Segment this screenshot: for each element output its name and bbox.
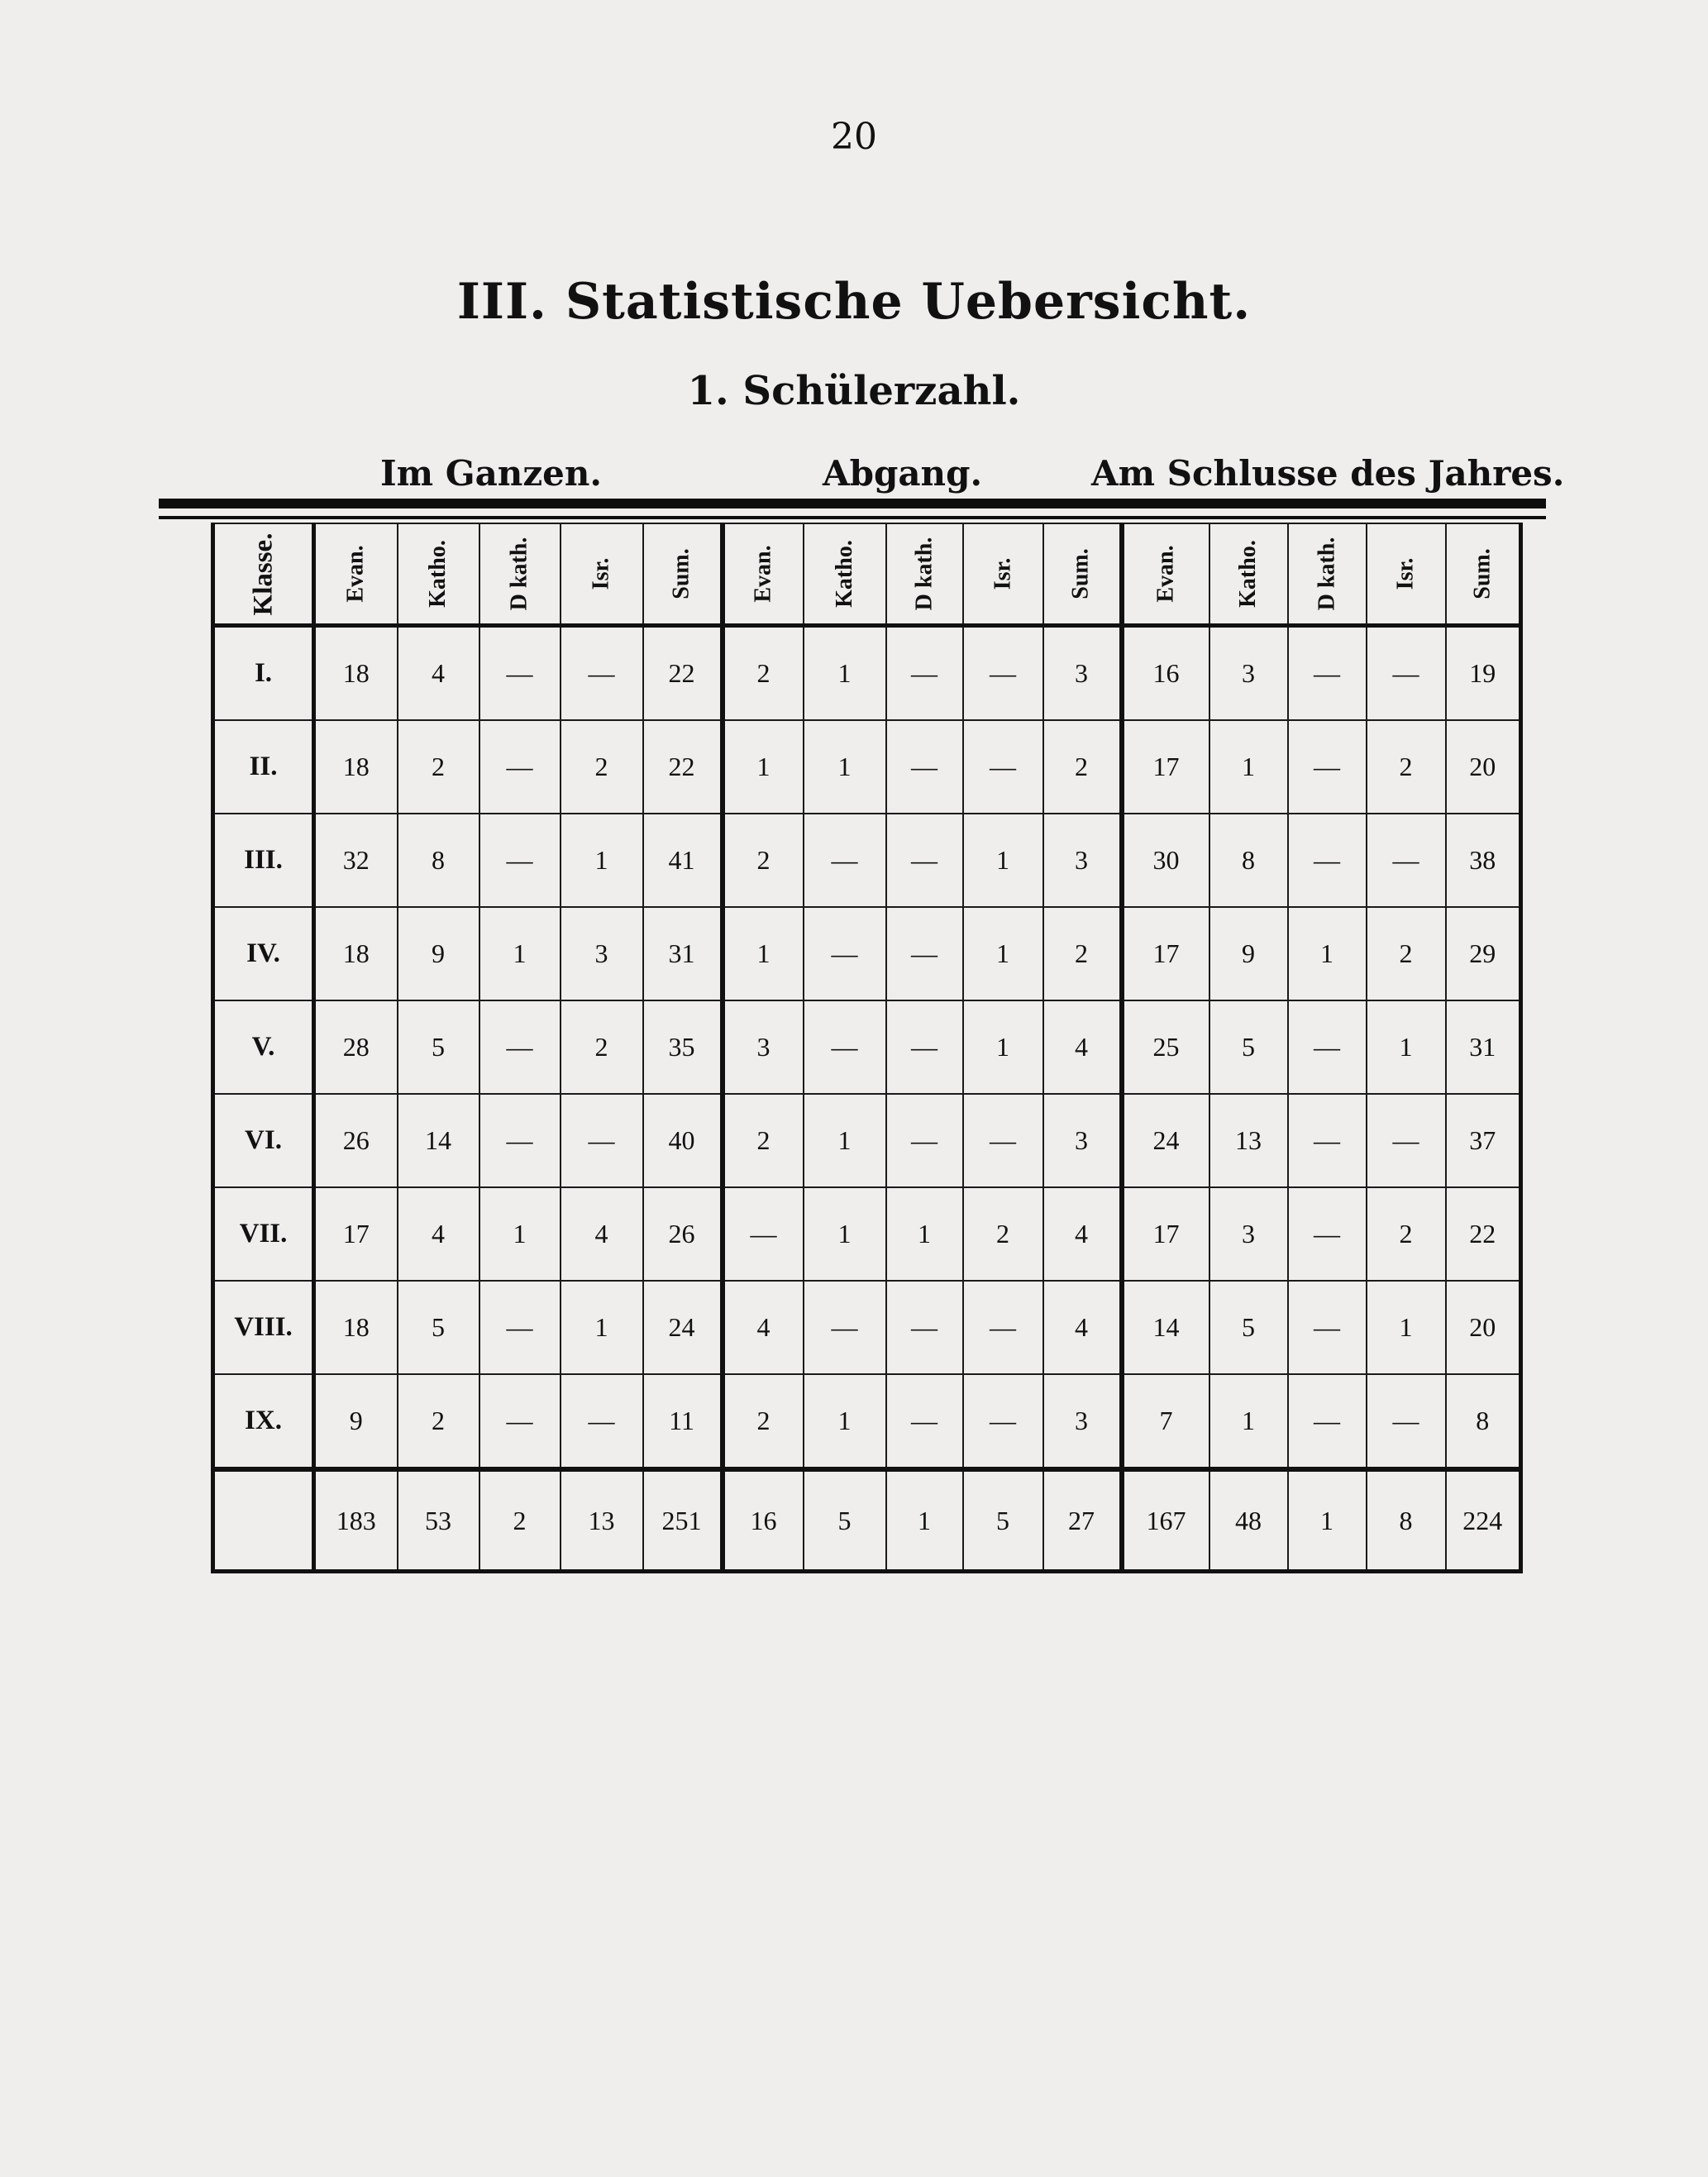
cell-abgang-evan: 3 [723, 1000, 804, 1094]
total-schluss-dkath: 1 [1288, 1469, 1367, 1572]
table-row [213, 1000, 1521, 1094]
cell-abgang-dkath: — [886, 1281, 963, 1374]
header-ganz-evan: Evan. [314, 523, 398, 626]
cell-abgang-sum: 4 [1043, 1281, 1122, 1374]
cell-ganz-dkath: 1 [479, 907, 561, 1000]
cell-abgang-sum: 2 [1043, 720, 1122, 814]
cell-abgang-isr: — [963, 626, 1043, 721]
cell-abgang-sum: 4 [1043, 1000, 1122, 1094]
cell-ganz-sum: 24 [643, 1281, 723, 1374]
cell-schluss-katho: 5 [1209, 1281, 1288, 1374]
header-abgang-katho: Katho. [804, 523, 886, 626]
cell-schluss-dkath: — [1288, 1281, 1367, 1374]
cell-abgang-isr: — [963, 1281, 1043, 1374]
cell-abgang-evan: 1 [723, 907, 804, 1000]
cell-ganz-evan: 18 [314, 720, 398, 814]
cell-ganz-isr: — [561, 626, 643, 721]
cell-ganz-dkath: — [479, 626, 561, 721]
total-abgang-evan: 16 [723, 1469, 804, 1572]
cell-abgang-sum: 3 [1043, 626, 1122, 721]
cell-schluss-isr: — [1367, 814, 1446, 907]
cell-abgang-dkath: 1 [886, 1187, 963, 1281]
cell-ganz-isr: 4 [561, 1187, 643, 1281]
cell-ganz-evan: 28 [314, 1000, 398, 1094]
cell-ganz-sum: 22 [643, 720, 723, 814]
header-row [213, 523, 1521, 626]
cell-schluss-katho: 8 [1209, 814, 1288, 907]
cell-schluss-dkath: 1 [1288, 907, 1367, 1000]
cell-abgang-isr: 1 [963, 1000, 1043, 1094]
cell-schluss-katho: 1 [1209, 720, 1288, 814]
cell-ganz-katho: 4 [398, 1187, 479, 1281]
cell-abgang-sum: 3 [1043, 814, 1122, 907]
cell-schluss-isr: 2 [1367, 1187, 1446, 1281]
table-row [213, 1374, 1521, 1469]
cell-schluss-dkath: — [1288, 814, 1367, 907]
cell-abgang-katho: — [804, 814, 886, 907]
cell-abgang-isr: 2 [963, 1187, 1043, 1281]
cell-ganz-katho: 5 [398, 1281, 479, 1374]
header-ganz-sum: Sum. [643, 523, 723, 626]
cell-schluss-isr: — [1367, 1374, 1446, 1469]
table-row [213, 626, 1521, 721]
cell-ganz-sum: 40 [643, 1094, 723, 1187]
row-klasse: VIII. [213, 1281, 314, 1374]
table-top-rule [159, 499, 1546, 508]
header-schluss-isr: Isr. [1367, 523, 1446, 626]
group-label-abgang: Abgang. [823, 453, 983, 494]
cell-ganz-sum: 11 [643, 1374, 723, 1469]
cell-abgang-dkath: — [886, 720, 963, 814]
cell-schluss-sum: 20 [1446, 720, 1521, 814]
row-klasse: IX. [213, 1374, 314, 1469]
cell-abgang-isr: 1 [963, 907, 1043, 1000]
row-klasse: II. [213, 720, 314, 814]
cell-ganz-evan: 18 [314, 626, 398, 721]
cell-abgang-evan: 2 [723, 814, 804, 907]
total-ganz-katho: 53 [398, 1469, 479, 1572]
group-label-im-ganzen: Im Ganzen. [380, 453, 603, 494]
row-klasse: VII. [213, 1187, 314, 1281]
cell-abgang-dkath: — [886, 814, 963, 907]
total-schluss-katho: 48 [1209, 1469, 1288, 1572]
cell-schluss-isr: 2 [1367, 907, 1446, 1000]
header-abgang-evan: Evan. [723, 523, 804, 626]
cell-abgang-evan: — [723, 1187, 804, 1281]
header-abgang-isr: Isr. [963, 523, 1043, 626]
cell-schluss-katho: 9 [1209, 907, 1288, 1000]
total-abgang-sum: 27 [1043, 1469, 1122, 1572]
cell-ganz-evan: 26 [314, 1094, 398, 1187]
header-schluss-dkath: D kath. [1288, 523, 1367, 626]
total-ganz-dkath: 2 [479, 1469, 561, 1572]
cell-schluss-katho: 13 [1209, 1094, 1288, 1187]
cell-schluss-dkath: — [1288, 1187, 1367, 1281]
cell-ganz-dkath: — [479, 1281, 561, 1374]
row-klasse: IV. [213, 907, 314, 1000]
table-row [213, 720, 1521, 814]
group-label-am-schlusse: Am Schlusse des Jahres. [1091, 453, 1565, 494]
cell-abgang-sum: 3 [1043, 1374, 1122, 1469]
cell-ganz-dkath: — [479, 814, 561, 907]
cell-schluss-katho: 1 [1209, 1374, 1288, 1469]
cell-ganz-evan: 17 [314, 1187, 398, 1281]
cell-schluss-sum: 8 [1446, 1374, 1521, 1469]
table-row [213, 1281, 1521, 1374]
cell-ganz-evan: 32 [314, 814, 398, 907]
cell-abgang-dkath: — [886, 1094, 963, 1187]
cell-schluss-sum: 19 [1446, 626, 1521, 721]
cell-abgang-isr: 1 [963, 814, 1043, 907]
header-abgang-dkath: D kath. [886, 523, 963, 626]
table-row [213, 1094, 1521, 1187]
table-top-thin-rule [159, 516, 1546, 519]
cell-schluss-sum: 29 [1446, 907, 1521, 1000]
cell-ganz-dkath: — [479, 1000, 561, 1094]
row-klasse: V. [213, 1000, 314, 1094]
cell-ganz-katho: 8 [398, 814, 479, 907]
cell-ganz-katho: 9 [398, 907, 479, 1000]
cell-ganz-dkath: — [479, 720, 561, 814]
cell-schluss-evan: 17 [1122, 1187, 1209, 1281]
cell-schluss-evan: 24 [1122, 1094, 1209, 1187]
header-ganz-dkath: D kath. [479, 523, 561, 626]
cell-ganz-evan: 18 [314, 1281, 398, 1374]
header-abgang-sum: Sum. [1043, 523, 1122, 626]
cell-schluss-evan: 16 [1122, 626, 1209, 721]
cell-schluss-dkath: — [1288, 1374, 1367, 1469]
cell-ganz-dkath: — [479, 1374, 561, 1469]
cell-schluss-evan: 7 [1122, 1374, 1209, 1469]
cell-ganz-evan: 9 [314, 1374, 398, 1469]
cell-schluss-evan: 17 [1122, 907, 1209, 1000]
cell-abgang-isr: — [963, 1094, 1043, 1187]
cell-abgang-evan: 4 [723, 1281, 804, 1374]
cell-abgang-katho: — [804, 1000, 886, 1094]
total-abgang-isr: 5 [963, 1469, 1043, 1572]
header-schluss-evan: Evan. [1122, 523, 1209, 626]
cell-ganz-isr: — [561, 1374, 643, 1469]
cell-ganz-sum: 35 [643, 1000, 723, 1094]
cell-ganz-isr: — [561, 1094, 643, 1187]
total-ganz-sum: 251 [643, 1469, 723, 1572]
cell-ganz-isr: 3 [561, 907, 643, 1000]
cell-abgang-dkath: — [886, 626, 963, 721]
total-schluss-isr: 8 [1367, 1469, 1446, 1572]
cell-ganz-katho: 4 [398, 626, 479, 721]
cell-ganz-isr: 2 [561, 720, 643, 814]
total-ganz-evan: 183 [314, 1469, 398, 1572]
total-schluss-evan: 167 [1122, 1469, 1209, 1572]
cell-schluss-sum: 22 [1446, 1187, 1521, 1281]
totals-label-cell [213, 1469, 314, 1572]
cell-schluss-sum: 31 [1446, 1000, 1521, 1094]
cell-schluss-sum: 38 [1446, 814, 1521, 907]
cell-ganz-sum: 26 [643, 1187, 723, 1281]
student-statistics-table [211, 523, 1523, 1573]
header-ganz-isr: Isr. [561, 523, 643, 626]
cell-schluss-isr: 1 [1367, 1281, 1446, 1374]
cell-ganz-katho: 2 [398, 720, 479, 814]
cell-schluss-dkath: — [1288, 1094, 1367, 1187]
section-title: III. Statistische Uebersicht. [456, 273, 1252, 331]
cell-ganz-isr: 1 [561, 814, 643, 907]
cell-schluss-dkath: — [1288, 720, 1367, 814]
cell-schluss-katho: 3 [1209, 1187, 1288, 1281]
row-klasse: VI. [213, 1094, 314, 1187]
cell-schluss-evan: 17 [1122, 720, 1209, 814]
total-abgang-katho: 5 [804, 1469, 886, 1572]
cell-abgang-katho: — [804, 1281, 886, 1374]
header-klasse: Klasse. [213, 523, 314, 626]
row-klasse: III. [213, 814, 314, 907]
cell-abgang-dkath: — [886, 1374, 963, 1469]
cell-abgang-sum: 3 [1043, 1094, 1122, 1187]
cell-schluss-evan: 30 [1122, 814, 1209, 907]
cell-abgang-evan: 1 [723, 720, 804, 814]
cell-abgang-isr: — [963, 1374, 1043, 1469]
cell-ganz-dkath: 1 [479, 1187, 561, 1281]
cell-schluss-sum: 20 [1446, 1281, 1521, 1374]
totals-row [213, 1469, 1521, 1572]
header-ganz-katho: Katho. [398, 523, 479, 626]
cell-schluss-evan: 14 [1122, 1281, 1209, 1374]
cell-abgang-sum: 4 [1043, 1187, 1122, 1281]
cell-schluss-isr: — [1367, 1094, 1446, 1187]
cell-ganz-isr: 2 [561, 1000, 643, 1094]
cell-abgang-isr: — [963, 720, 1043, 814]
cell-abgang-katho: 1 [804, 1187, 886, 1281]
total-schluss-sum: 224 [1446, 1469, 1521, 1572]
cell-abgang-katho: 1 [804, 1374, 886, 1469]
cell-ganz-sum: 41 [643, 814, 723, 907]
cell-abgang-katho: 1 [804, 1094, 886, 1187]
cell-schluss-katho: 5 [1209, 1000, 1288, 1094]
cell-schluss-dkath: — [1288, 626, 1367, 721]
cell-abgang-evan: 2 [723, 1374, 804, 1469]
total-ganz-isr: 13 [561, 1469, 643, 1572]
cell-abgang-katho: 1 [804, 626, 886, 721]
table-row [213, 907, 1521, 1000]
cell-ganz-isr: 1 [561, 1281, 643, 1374]
row-klasse: I. [213, 626, 314, 721]
cell-abgang-evan: 2 [723, 1094, 804, 1187]
cell-ganz-sum: 31 [643, 907, 723, 1000]
total-abgang-dkath: 1 [886, 1469, 963, 1572]
header-schluss-sum: Sum. [1446, 523, 1521, 626]
sub-title: 1. Schülerzahl. [687, 368, 1021, 414]
cell-ganz-katho: 5 [398, 1000, 479, 1094]
cell-ganz-evan: 18 [314, 907, 398, 1000]
cell-ganz-katho: 2 [398, 1374, 479, 1469]
table-row [213, 1187, 1521, 1281]
page-number: 20 [831, 116, 877, 158]
cell-schluss-isr: — [1367, 626, 1446, 721]
cell-schluss-sum: 37 [1446, 1094, 1521, 1187]
cell-ganz-katho: 14 [398, 1094, 479, 1187]
cell-schluss-isr: 1 [1367, 1000, 1446, 1094]
cell-abgang-dkath: — [886, 1000, 963, 1094]
cell-abgang-katho: 1 [804, 720, 886, 814]
cell-ganz-sum: 22 [643, 626, 723, 721]
header-schluss-katho: Katho. [1209, 523, 1288, 626]
cell-abgang-sum: 2 [1043, 907, 1122, 1000]
cell-schluss-dkath: — [1288, 1000, 1367, 1094]
table-row [213, 814, 1521, 907]
cell-schluss-evan: 25 [1122, 1000, 1209, 1094]
cell-schluss-katho: 3 [1209, 626, 1288, 721]
cell-abgang-evan: 2 [723, 626, 804, 721]
cell-ganz-dkath: — [479, 1094, 561, 1187]
cell-abgang-katho: — [804, 907, 886, 1000]
cell-schluss-isr: 2 [1367, 720, 1446, 814]
cell-abgang-dkath: — [886, 907, 963, 1000]
